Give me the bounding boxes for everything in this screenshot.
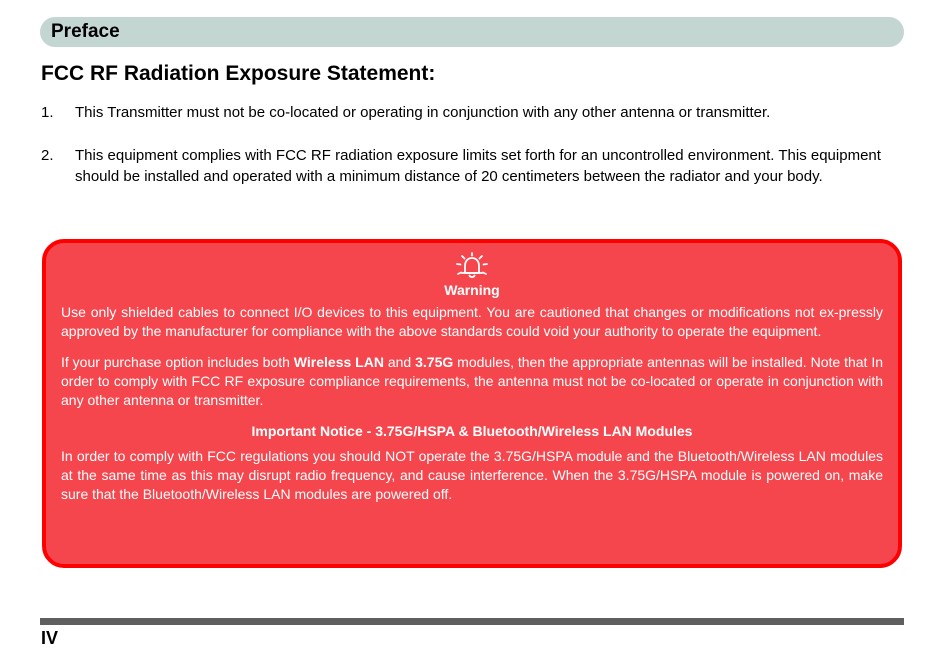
antennas-text-part: If your purchase option includes both — [61, 354, 294, 370]
statement-item-2 — [41, 145, 905, 187]
page-title: FCC RF Radiation Exposure Statement: — [41, 62, 436, 85]
statement-text: This equipment complies with FCC RF radiation exposure limits set forth for an uncontrolled environment. This equipment should be installed and operated with a minimum distance of 20 centimeters between the radiator and your body. — [75, 147, 881, 185]
warning-heading: Warning — [444, 282, 500, 298]
statement-list — [41, 102, 905, 209]
section-header-bar — [40, 17, 904, 47]
section-title: Preface — [51, 21, 120, 42]
warning-paragraph-antennas — [61, 353, 883, 410]
statement-item-1 — [41, 102, 905, 123]
antennas-text-part: and — [383, 354, 416, 370]
warning-box — [42, 239, 902, 568]
warning-bell-icon — [454, 251, 490, 281]
page-number: IV — [41, 628, 59, 648]
wireless-lan-label: Wireless LAN — [293, 354, 384, 370]
statement-number: 2. — [41, 147, 54, 164]
warning-paragraph-shielded-cables: Use only shielded cables to connect I/O devices to this equipment. You are cautioned that changes or modifications not ex-pressly approved by the manufacturer for compliance with the above standards could void your authority to operate the equipment. — [61, 304, 883, 339]
statement-text: This Transmitter must not be co-located or operating in conjunction with any other antenna or transmitter. — [75, 104, 771, 121]
module-375g-label: 3.75G — [415, 354, 454, 370]
antennas-text-part: modules, then the appropriate antennas will be installed. Note that In order to comply with FCC RF exposure compliance requirements, the antenna must not be co-located or operate in conjunction with any other antenna or transmitter. — [61, 354, 884, 408]
important-notice-heading: Important Notice - 3.75G/HSPA & Bluetooth/Wireless LAN Modules — [251, 423, 693, 439]
statement-number: 1. — [41, 104, 54, 121]
footer-rule — [40, 618, 904, 625]
warning-paragraph-interference: In order to comply with FCC regulations you should NOT operate the 3.75G/HSPA module and the Bluetooth/Wireless LAN modules at the same time as this may disrupt radio frequency, and cause interference. When the 3.75G/HSPA module is powered on, make sure that the Bluetooth/Wireless LAN modules are powered off. — [61, 448, 883, 502]
